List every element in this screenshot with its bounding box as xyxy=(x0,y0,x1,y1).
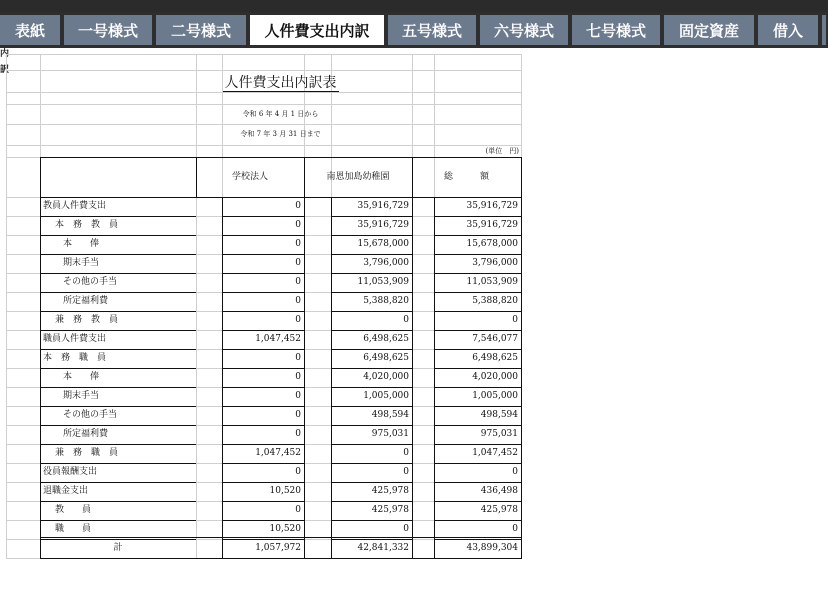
row-label: 役員報酬支出 xyxy=(43,467,98,477)
row-separator xyxy=(40,520,196,521)
row-separator xyxy=(40,292,196,293)
row-separator xyxy=(222,273,304,274)
window-top-bar xyxy=(0,0,828,12)
row-label: その他の手当 xyxy=(63,410,118,420)
row-separator xyxy=(331,482,412,483)
sheet-tab-bar xyxy=(0,12,828,48)
row-label: 兼 務 教 員 xyxy=(55,315,119,325)
kindergarten-amount: 425,978 xyxy=(371,486,409,496)
row-separator xyxy=(434,539,521,540)
total-amount: 5,388,820 xyxy=(472,296,518,306)
school-amount: 0 xyxy=(295,315,301,325)
row-separator xyxy=(222,292,304,293)
total-amount: 0 xyxy=(512,524,518,534)
tab-form-1[interactable]: 一号様式 xyxy=(64,15,154,45)
total-amount: 11,053,909 xyxy=(466,277,518,287)
total-amount: 425,978 xyxy=(480,505,518,515)
kindergarten-amount: 0 xyxy=(403,467,409,477)
row-label: 本 務 教 員 xyxy=(55,220,119,230)
row-separator xyxy=(331,349,412,350)
col-header-kindergarten: 南恩加島幼稚園 xyxy=(326,172,390,182)
row-separator xyxy=(40,539,196,540)
school-amount: 0 xyxy=(295,467,301,477)
kindergarten-amount: 35,916,729 xyxy=(357,201,409,211)
data-divider xyxy=(222,197,223,558)
header-border xyxy=(40,157,522,198)
row-separator xyxy=(40,311,196,312)
row-separator xyxy=(434,520,521,521)
row-label: 職 員 xyxy=(55,524,92,534)
school-amount: 0 xyxy=(295,239,301,249)
school-amount: 1,057,972 xyxy=(255,543,301,553)
row-separator xyxy=(40,387,196,388)
row-label: 本 務 職 員 xyxy=(43,353,107,363)
row-separator xyxy=(222,539,304,540)
row-separator xyxy=(222,444,304,445)
row-separator xyxy=(222,501,304,502)
row-separator xyxy=(331,368,412,369)
row-separator xyxy=(331,520,412,521)
row-separator xyxy=(40,425,196,426)
school-amount: 0 xyxy=(295,372,301,382)
total-amount: 1,047,452 xyxy=(472,448,518,458)
total-amount: 35,916,729 xyxy=(466,201,518,211)
row-separator xyxy=(434,501,521,502)
row-separator xyxy=(40,444,196,445)
row-label: 期末手当 xyxy=(63,258,100,268)
kindergarten-amount: 4,020,000 xyxy=(363,372,409,382)
row-separator xyxy=(331,311,412,312)
school-amount: 0 xyxy=(295,277,301,287)
sheet-title xyxy=(40,70,521,92)
tab-form-2[interactable]: 二号様式 xyxy=(156,15,248,45)
row-separator xyxy=(331,444,412,445)
kindergarten-amount: 425,978 xyxy=(371,505,409,515)
header-divider xyxy=(196,157,197,198)
kindergarten-amount: 5,388,820 xyxy=(363,296,409,306)
kindergarten-amount: 11,053,909 xyxy=(357,277,409,287)
total-amount: 436,498 xyxy=(480,486,518,496)
school-amount: 0 xyxy=(295,391,301,401)
row-separator xyxy=(331,216,412,217)
row-separator xyxy=(331,501,412,502)
total-amount: 975,031 xyxy=(480,429,518,439)
total-amount: 6,498,625 xyxy=(472,353,518,363)
row-separator xyxy=(434,482,521,483)
tab-overflow[interactable] xyxy=(822,15,828,45)
row-separator xyxy=(434,368,521,369)
row-separator xyxy=(331,254,412,255)
row-separator xyxy=(331,539,412,540)
tab-borrowings[interactable]: 借入 xyxy=(758,15,820,45)
row-separator xyxy=(434,216,521,217)
school-amount: 0 xyxy=(295,505,301,515)
col-header-school: 学校法人 xyxy=(231,172,268,182)
kindergarten-amount: 975,031 xyxy=(371,429,409,439)
tab-form-5[interactable]: 五号様式 xyxy=(388,15,478,45)
row-separator xyxy=(40,235,196,236)
row-separator xyxy=(434,254,521,255)
total-amount: 4,020,000 xyxy=(472,372,518,382)
side-label-2: 訳 xyxy=(0,65,10,75)
row-separator xyxy=(40,216,196,217)
row-separator xyxy=(331,463,412,464)
total-amount: 0 xyxy=(512,467,518,477)
row-separator xyxy=(434,330,521,331)
row-separator xyxy=(222,520,304,521)
tab-form-7[interactable]: 七号様式 xyxy=(572,15,662,45)
grid-line xyxy=(6,92,521,93)
tab-cover[interactable]: 表紙 xyxy=(0,15,62,45)
tab-personnel-breakdown[interactable]: 人件費支出内訳 xyxy=(250,15,386,45)
school-amount: 0 xyxy=(295,353,301,363)
row-separator xyxy=(331,273,412,274)
row-separator xyxy=(40,254,196,255)
row-separator xyxy=(434,292,521,293)
row-label: 所定福利費 xyxy=(63,429,109,439)
total-amount: 35,916,729 xyxy=(466,220,518,230)
period-from: 令和 6 年 4 月 1 日から xyxy=(242,110,319,118)
row-label: 教 員 xyxy=(55,505,92,515)
header-divider xyxy=(304,157,305,198)
row-separator xyxy=(434,425,521,426)
row-separator xyxy=(222,254,304,255)
row-separator xyxy=(222,406,304,407)
row-label: 退職金支出 xyxy=(43,486,89,496)
row-label: 教員人件費支出 xyxy=(43,201,107,211)
row-separator xyxy=(434,406,521,407)
row-separator xyxy=(222,463,304,464)
total-amount: 15,678,000 xyxy=(466,239,518,249)
row-separator xyxy=(331,406,412,407)
row-separator xyxy=(40,349,196,350)
school-amount: 0 xyxy=(295,429,301,439)
row-separator xyxy=(434,463,521,464)
school-amount: 1,047,452 xyxy=(255,448,301,458)
school-amount: 0 xyxy=(295,220,301,230)
grid-line xyxy=(6,54,521,55)
period-to: 令和 7 年 3 月 31 日まで xyxy=(240,130,321,138)
row-separator xyxy=(222,235,304,236)
school-amount: 0 xyxy=(295,201,301,211)
row-separator xyxy=(222,368,304,369)
data-divider xyxy=(331,197,332,558)
tab-form-6[interactable]: 六号様式 xyxy=(480,15,570,45)
total-amount: 43,899,304 xyxy=(466,543,518,553)
row-separator xyxy=(40,482,196,483)
total-amount: 1,005,000 xyxy=(472,391,518,401)
row-separator xyxy=(222,387,304,388)
row-label: 期末手当 xyxy=(63,391,100,401)
row-separator xyxy=(40,501,196,502)
kindergarten-amount: 6,498,625 xyxy=(363,334,409,344)
total-separator xyxy=(40,537,522,538)
row-label: 本 俸 xyxy=(63,372,100,382)
row-separator xyxy=(434,311,521,312)
row-separator xyxy=(222,311,304,312)
row-separator xyxy=(40,330,196,331)
kindergarten-amount: 0 xyxy=(403,315,409,325)
total-amount: 3,796,000 xyxy=(472,258,518,268)
data-border xyxy=(40,197,522,559)
school-amount: 0 xyxy=(295,296,301,306)
row-separator xyxy=(434,349,521,350)
row-separator xyxy=(40,368,196,369)
school-amount: 10,520 xyxy=(269,486,301,496)
row-separator xyxy=(434,387,521,388)
row-separator xyxy=(222,216,304,217)
school-amount: 0 xyxy=(295,410,301,420)
kindergarten-amount: 6,498,625 xyxy=(363,353,409,363)
header-divider xyxy=(412,157,413,198)
school-amount: 1,047,452 xyxy=(255,334,301,344)
row-separator xyxy=(331,425,412,426)
kindergarten-amount: 0 xyxy=(403,524,409,534)
row-separator xyxy=(222,330,304,331)
row-separator xyxy=(40,463,196,464)
school-amount: 10,520 xyxy=(269,524,301,534)
row-separator xyxy=(331,292,412,293)
total-amount: 498,594 xyxy=(480,410,518,420)
row-label: 兼 務 職 員 xyxy=(55,448,119,458)
kindergarten-amount: 498,594 xyxy=(371,410,409,420)
kindergarten-amount: 42,841,332 xyxy=(357,543,409,553)
row-separator xyxy=(331,387,412,388)
row-label: その他の手当 xyxy=(63,277,118,287)
tab-fixed-assets[interactable]: 固定資産 xyxy=(664,15,756,45)
kindergarten-amount: 35,916,729 xyxy=(357,220,409,230)
row-separator xyxy=(434,444,521,445)
school-amount: 0 xyxy=(295,258,301,268)
row-separator xyxy=(222,349,304,350)
row-separator xyxy=(40,406,196,407)
unit-label: (単位 円) xyxy=(485,147,519,155)
row-separator xyxy=(331,330,412,331)
row-separator xyxy=(434,235,521,236)
kindergarten-amount: 3,796,000 xyxy=(363,258,409,268)
kindergarten-amount: 1,005,000 xyxy=(363,391,409,401)
row-separator xyxy=(222,482,304,483)
data-divider xyxy=(434,197,435,558)
kindergarten-amount: 0 xyxy=(403,448,409,458)
data-divider xyxy=(304,197,305,558)
sheet-title-text: 人件費支出内訳表 xyxy=(224,75,337,91)
row-separator xyxy=(222,425,304,426)
row-label: 所定福利費 xyxy=(63,296,109,306)
kindergarten-amount: 15,678,000 xyxy=(357,239,409,249)
row-separator xyxy=(331,235,412,236)
total-amount: 0 xyxy=(512,315,518,325)
total-amount: 7,546,077 xyxy=(472,334,518,344)
row-separator xyxy=(434,273,521,274)
row-separator xyxy=(40,273,196,274)
side-label-1: 内 xyxy=(0,49,10,59)
data-divider xyxy=(412,197,413,558)
row-label: 職員人件費支出 xyxy=(43,334,107,344)
row-label: 本 俸 xyxy=(63,239,100,249)
row-label: 計 xyxy=(113,543,123,553)
grid-line xyxy=(6,54,7,558)
col-header-total: 総 額 xyxy=(443,172,489,182)
